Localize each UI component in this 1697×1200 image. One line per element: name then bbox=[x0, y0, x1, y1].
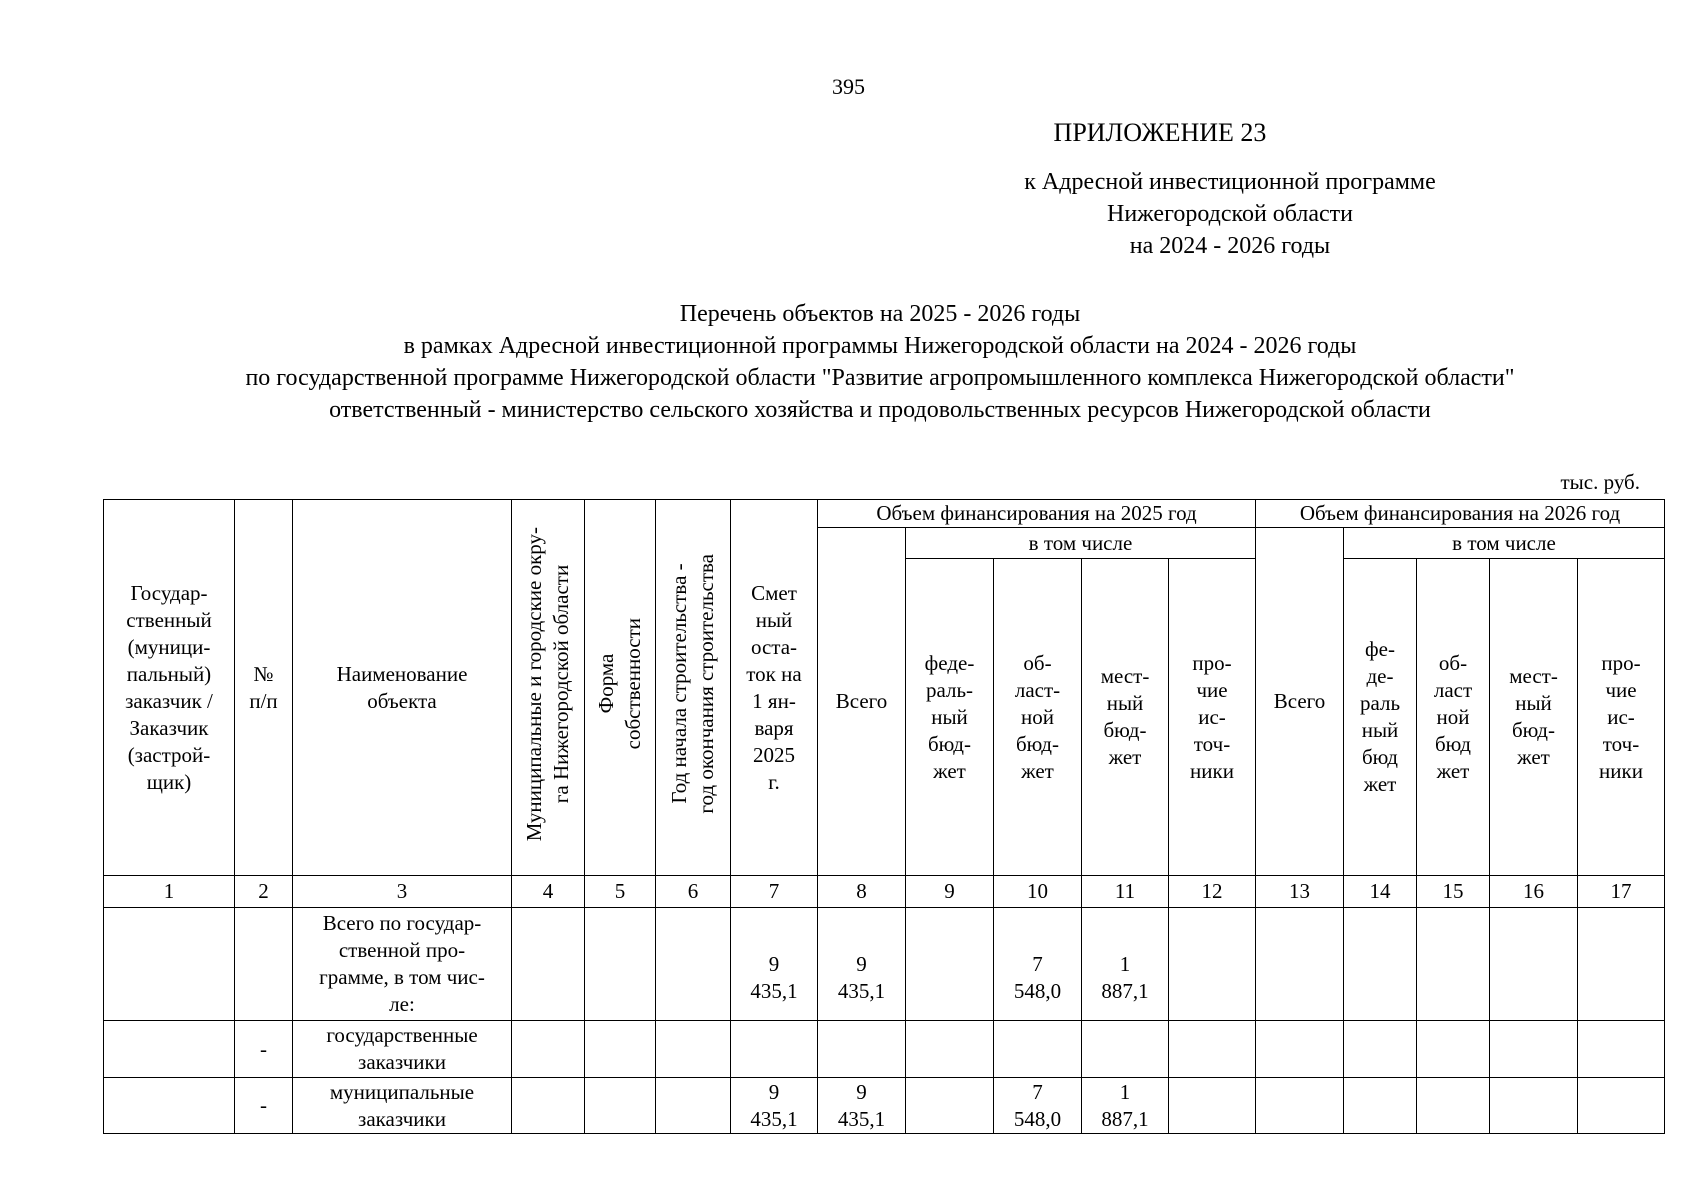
cell-total-2025: 9 435,1 bbox=[818, 908, 906, 1021]
cell-total-2026 bbox=[1256, 1078, 1344, 1134]
cell-customer bbox=[104, 1078, 235, 1134]
column-number: 15 bbox=[1417, 876, 1490, 908]
cell-ownership bbox=[585, 1078, 656, 1134]
column-number: 7 bbox=[731, 876, 818, 908]
cell-object-name: Всего по государ- ственной про- грамме, в том чис- ле: bbox=[293, 908, 512, 1021]
appendix-subtitle: к Адресной инвестиционной программе Нижегородской области на 2024 - 2026 годы bbox=[1024, 169, 1436, 259]
header-local-2026: мест- ный бюд- жет bbox=[1490, 559, 1578, 876]
cell-regional-2026 bbox=[1417, 908, 1490, 1021]
cell-local-2025: 1 887,1 bbox=[1082, 908, 1169, 1021]
cell-regional-2026 bbox=[1417, 1078, 1490, 1134]
cell-years bbox=[656, 908, 731, 1021]
header-districts: Муниципальные и городские окру- га Нижегородской области bbox=[512, 500, 585, 876]
cell-other-2026 bbox=[1578, 908, 1665, 1021]
header-ownership: Форма собственности bbox=[585, 500, 656, 876]
header-federal-2025: феде- раль- ный бюд- жет bbox=[906, 559, 994, 876]
header-total-2026: Всего bbox=[1256, 528, 1344, 876]
column-number: 17 bbox=[1578, 876, 1665, 908]
cell-regional-2026 bbox=[1417, 1021, 1490, 1078]
cell-number: - bbox=[235, 1078, 293, 1134]
header-number: № п/п bbox=[235, 500, 293, 876]
header-total-2025: Всего bbox=[818, 528, 906, 876]
cell-years bbox=[656, 1078, 731, 1134]
cell-other-2025 bbox=[1169, 1078, 1256, 1134]
page-number: 395 bbox=[832, 74, 865, 99]
header-customer: Государ- ственный (муници- пальный) заказчик / Заказчик (застрой- щик) bbox=[104, 500, 235, 876]
column-number: 1 bbox=[104, 876, 235, 908]
cell-regional-2025 bbox=[994, 1021, 1082, 1078]
cell-ownership bbox=[585, 1021, 656, 1078]
column-number: 12 bbox=[1169, 876, 1256, 908]
cell-federal-2025 bbox=[906, 1078, 994, 1134]
column-number: 13 bbox=[1256, 876, 1344, 908]
header-object-name: Наименование объекта bbox=[293, 500, 512, 876]
units-label: тыс. руб. bbox=[1560, 470, 1640, 494]
cell-local-2025: 1 887,1 bbox=[1082, 1078, 1169, 1134]
table-row-municipal-customers bbox=[104, 1078, 1665, 1134]
cell-local-2026 bbox=[1490, 1021, 1578, 1078]
column-number: 16 bbox=[1490, 876, 1578, 908]
cell-regional-2025: 7 548,0 bbox=[994, 908, 1082, 1021]
cell-local-2026 bbox=[1490, 908, 1578, 1021]
header-local-2025: мест- ный бюд- жет bbox=[1082, 559, 1169, 876]
header-years: Год начала строительства - год окончания строительства bbox=[656, 500, 731, 876]
cell-other-2026 bbox=[1578, 1078, 1665, 1134]
header-regional-2026: об- ласт ной бюд жет bbox=[1417, 559, 1490, 876]
cell-other-2026 bbox=[1578, 1021, 1665, 1078]
header-regional-2025: об- ласт- ной бюд- жет bbox=[994, 559, 1082, 876]
cell-federal-2026 bbox=[1344, 908, 1417, 1021]
cell-districts bbox=[512, 1021, 585, 1078]
column-number: 14 bbox=[1344, 876, 1417, 908]
cell-object-name: государственные заказчики bbox=[293, 1021, 512, 1078]
cell-total-2026 bbox=[1256, 908, 1344, 1021]
cell-local-2026 bbox=[1490, 1078, 1578, 1134]
cell-estimate-balance: 9 435,1 bbox=[731, 1078, 818, 1134]
cell-ownership bbox=[585, 908, 656, 1021]
cell-regional-2025: 7 548,0 bbox=[994, 1078, 1082, 1134]
header-funding-2026: Объем финансирования на 2026 год bbox=[1256, 500, 1665, 528]
cell-estimate-balance bbox=[731, 1021, 818, 1078]
cell-districts bbox=[512, 908, 585, 1021]
cell-federal-2025 bbox=[906, 908, 994, 1021]
cell-federal-2026 bbox=[1344, 1078, 1417, 1134]
table-row-state-customers bbox=[104, 1021, 1665, 1078]
cell-local-2025 bbox=[1082, 1021, 1169, 1078]
cell-other-2025 bbox=[1169, 908, 1256, 1021]
cell-customer bbox=[104, 908, 235, 1021]
column-number: 11 bbox=[1082, 876, 1169, 908]
cell-districts bbox=[512, 1078, 585, 1134]
header-federal-2026: фе- де- раль ный бюд жет bbox=[1344, 559, 1417, 876]
document-title: Перечень объектов на 2025 - 2026 годы в рамках Адресной инвестиционной программы Нижегородской области на 2024 - 2026 годы по государственной программе Нижегородской области "Развитие агропромышленного комплекса Нижегородской области" ответственный - министерство сельского хозяйства и продовольственных ресурсов Нижегородской области bbox=[245, 301, 1515, 423]
cell-federal-2026 bbox=[1344, 1021, 1417, 1078]
column-number: 3 bbox=[293, 876, 512, 908]
objects-table bbox=[103, 499, 1665, 1134]
column-number: 2 bbox=[235, 876, 293, 908]
column-number: 9 bbox=[906, 876, 994, 908]
column-number: 10 bbox=[994, 876, 1082, 908]
cell-total-2026 bbox=[1256, 1021, 1344, 1078]
header-including-2026: в том числе bbox=[1344, 528, 1665, 559]
table-row-total bbox=[104, 908, 1665, 1021]
cell-federal-2025 bbox=[906, 1021, 994, 1078]
header-other-2025: про- чие ис- точ- ники bbox=[1169, 559, 1256, 876]
column-number: 5 bbox=[585, 876, 656, 908]
header-including-2025: в том числе bbox=[906, 528, 1256, 559]
header-estimate-balance: Смет ный оста- ток на 1 ян- варя 2025 г. bbox=[731, 500, 818, 876]
column-number: 8 bbox=[818, 876, 906, 908]
cell-number bbox=[235, 908, 293, 1021]
cell-total-2025 bbox=[818, 1021, 906, 1078]
cell-customer bbox=[104, 1021, 235, 1078]
cell-object-name: муниципальные заказчики bbox=[293, 1078, 512, 1134]
appendix-title: ПРИЛОЖЕНИЕ 23 bbox=[1053, 118, 1267, 147]
column-number-row bbox=[104, 876, 1665, 908]
header-funding-2025: Объем финансирования на 2025 год bbox=[818, 500, 1256, 528]
column-number: 4 bbox=[512, 876, 585, 908]
cell-total-2025: 9 435,1 bbox=[818, 1078, 906, 1134]
column-number: 6 bbox=[656, 876, 731, 908]
cell-years bbox=[656, 1021, 731, 1078]
cell-number: - bbox=[235, 1021, 293, 1078]
cell-estimate-balance: 9 435,1 bbox=[731, 908, 818, 1021]
header-other-2026: про- чие ис- точ- ники bbox=[1578, 559, 1665, 876]
cell-other-2025 bbox=[1169, 1021, 1256, 1078]
